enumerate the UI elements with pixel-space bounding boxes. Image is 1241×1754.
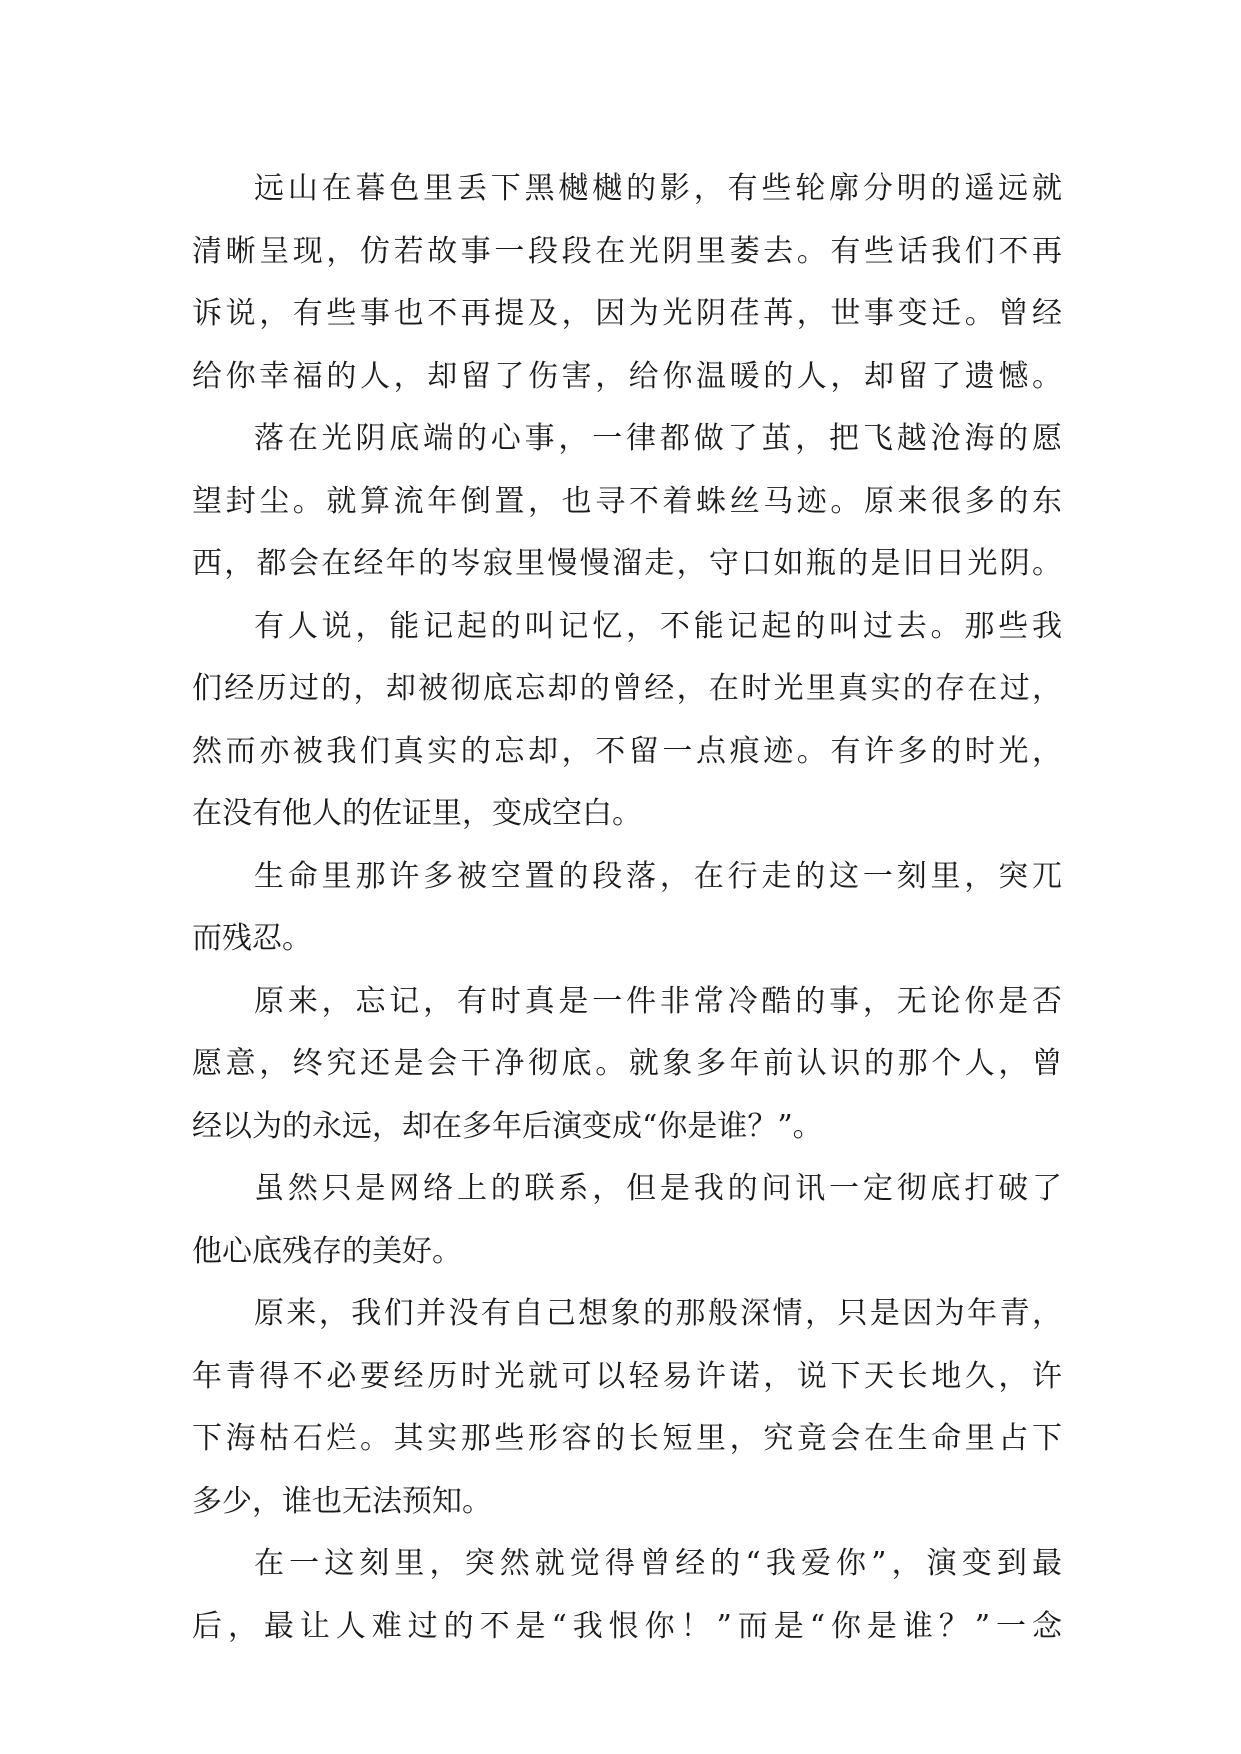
- text-line: 有人说，能记起的叫记忆，不能记起的叫过去。那些我: [254, 608, 1062, 644]
- text-line: 经以为的永远，却在多年后演变成“你是谁？”。: [192, 1108, 823, 1144]
- text-line: 在一这刻里，突然就觉得曾经的“我爱你”，演变到最: [254, 1546, 1062, 1581]
- text-line: 给你幸福的人，却留了伤害，给你温暖的人，却留了遗憾。: [192, 358, 1062, 394]
- text-line: 年青得不必要经历时光就可以轻易许诺，说下天长地久，许: [192, 1358, 1062, 1394]
- paragraph: [192, 1283, 1062, 1533]
- paragraph: [192, 408, 1062, 596]
- text-line: 下海枯石烂。其实那些形容的长短里，究竟会在生命里占下: [192, 1421, 1062, 1456]
- paragraph: [192, 1158, 1062, 1283]
- text-line: 在没有他人的佐证里，变成空白。: [192, 796, 642, 831]
- paragraph: [192, 158, 1062, 408]
- text-line: 们经历过的，却被彻底忘却的曾经，在时光里真实的存在过，: [192, 671, 1062, 706]
- paragraph: [192, 596, 1062, 846]
- text-line: 原来，我们并没有自己想象的那般深情，只是因为年青，: [254, 1296, 1062, 1331]
- text-line: 诉说，有些事也不再提及，因为光阴荏苒，世事变迁。曾经: [192, 296, 1062, 331]
- text-line: 愿意，终究还是会干净彻底。就象多年前认识的那个人，曾: [192, 1046, 1062, 1081]
- text-line: 生命里那许多被空置的段落，在行走的这一刻里，突兀: [254, 858, 1062, 894]
- text-line: 然而亦被我们真实的忘却，不留一点痕迹。有许多的时光，: [192, 733, 1062, 769]
- text-line: 他心底残存的美好。: [192, 1233, 462, 1269]
- paragraph: [192, 971, 1062, 1159]
- text-line: 虽然只是网络上的联系，但是我的问讯一定彻底打破了: [254, 1171, 1062, 1206]
- paragraph: [192, 846, 1062, 971]
- document-body: [192, 158, 1062, 1658]
- text-line: 望封尘。就算流年倒置，也寻不着蛛丝马迹。原来很多的东: [192, 483, 1062, 519]
- text-line: 而残忍。: [192, 921, 312, 956]
- text-line: 清晰呈现，仿若故事一段段在光阴里萎去。有些话我们不再: [192, 233, 1062, 269]
- text-line: 后，最让人难过的不是“我恨你！”而是“你是谁？”一念: [192, 1608, 1062, 1644]
- text-line: 多少，谁也无法预知。: [192, 1483, 492, 1519]
- text-line: 远山在暮色里丢下黑樾樾的影，有些轮廓分明的遥远就: [254, 171, 1062, 206]
- text-line: 原来，忘记，有时真是一件非常冷酷的事，无论你是否: [254, 983, 1062, 1019]
- text-line: 西，都会在经年的岑寂里慢慢溜走，守口如瓶的是旧日光阴。: [192, 546, 1062, 581]
- text-line: 落在光阴底端的心事，一律都做了茧，把飞越沧海的愿: [254, 421, 1062, 456]
- paragraph: [192, 1533, 1062, 1658]
